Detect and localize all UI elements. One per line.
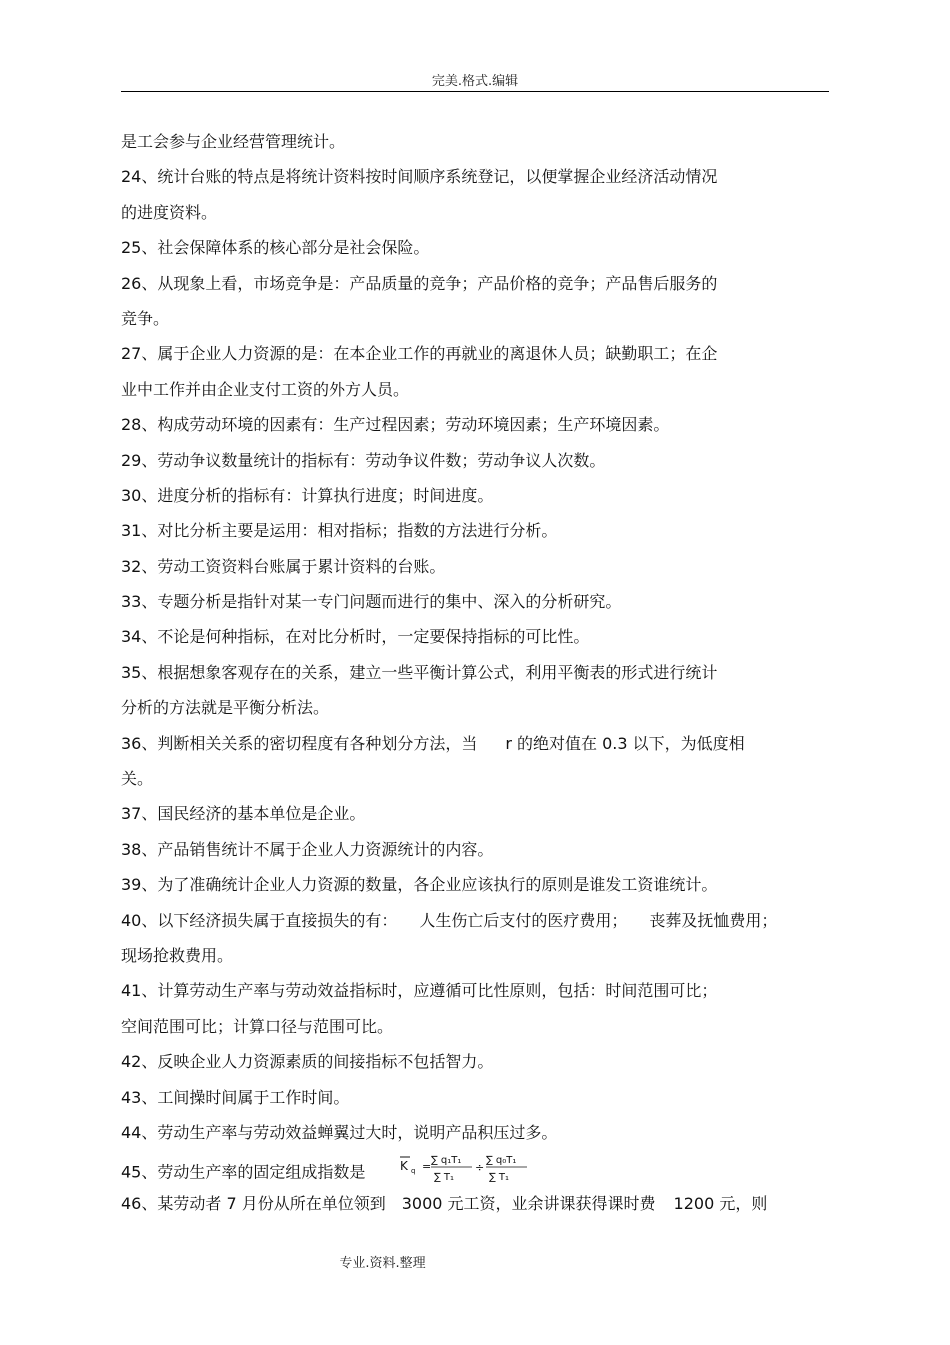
text-line: 27、属于企业人力资源的是：在本企业工作的再就业的离退休人员；缺勤职工；在企 [121,344,718,364]
svg-text:÷: ÷ [475,1161,485,1175]
text-line: 竞争。 [121,308,170,328]
text-line: 44、劳动生产率与劳动效益蝉翼过大时，说明产品积压过多。 [121,1122,558,1142]
text-line: 41、计算劳动生产率与劳动效益指标时，应遵循可比性原则，包括：时间范围可比； [121,981,718,1001]
text-line: 是工会参与企业经营管理统计。 [121,132,346,151]
text-line: 25、社会保障体系的核心部分是社会保险。 [121,238,430,258]
text-line: 39、为了准确统计企业人力资源的数量，各企业应该执行的原则是谁发工资谁统计。 [121,875,718,895]
text-line: 32、劳动工资资料台账属于累计资料的台账。 [121,556,446,576]
line-45-text: 45、劳动生产率的固定组成指数是 [121,1163,366,1183]
text-line-40 [121,903,833,938]
text-line: 38、产品销售统计不属于企业人力资源统计的内容。 [121,839,494,859]
formula-num-1: ∑ q₁T₁ [431,1155,462,1167]
text-line: 26、从现象上看，市场竞争是：产品质量的竞争；产品价格的竞争；产品售后服务的 [121,273,718,293]
line-46-part-c: 1200 元，则 [673,1193,768,1213]
line-40-part-b: 人生伤亡后支付的医疗费用； [419,910,628,930]
text-line: 分析的方法就是平衡分析法。 [121,698,330,718]
text-line: 关。 [121,769,154,789]
formula-lhs: K [400,1159,409,1174]
text-line: 的进度资料。 [121,202,218,222]
text-line: 31、对比分析主要是运用：相对指标；指数的方法进行分析。 [121,521,558,541]
line-40-part-a: 40、以下经济损失属于直接损失的有： [121,910,398,930]
line-36-part-a: 36、判断相关关系的密切程度有各种划分方法，当 [121,733,478,753]
text-line: 30、进度分析的指标有：计算执行进度；时间进度。 [121,485,494,505]
text-line: 现场抢救费用。 [121,945,234,965]
formula-den-2: ∑ T₁ [489,1172,510,1184]
text-line: 空间范围可比；计算口径与范围可比。 [121,1016,394,1036]
document-body [121,124,833,1221]
svg-text:=: = [422,1160,432,1174]
text-line-46 [121,1186,833,1221]
page-footer: 专业.资料.整理 [339,1256,426,1271]
line-40-part-c: 丧葬及抚恤费用； [649,910,778,930]
text-line: 业中工作并由企业支付工资的外方人员。 [121,379,410,399]
header-rule [121,91,829,92]
text-line: 34、不论是何种指标，在对比分析时，一定要保持指标的可比性。 [121,627,590,647]
text-line-36 [121,726,833,761]
formula-den-1: ∑ T₁ [434,1172,455,1184]
line-36-part-b: r 的绝对值在 0.3 以下，为低度相 [505,733,745,753]
text-line: 28、构成劳动环境的因素有：生产过程因素；劳动环境因素；生产环境因素。 [121,415,670,435]
text-line: 35、根据想象客观存在的关系，建立一些平衡计算公式，利用平衡表的形式进行统计 [121,662,718,682]
page-header: 完美.格式.编辑 [431,74,519,89]
text-line-45 [121,1150,833,1185]
formula-num-2: ∑ q₀T₁ [486,1155,517,1167]
text-line: 24、统计台账的特点是将统计资料按时间顺序系统登记，以便掌握企业经济活动情况 [121,167,718,187]
text-line: 42、反映企业人力资源素质的间接指标不包括智力。 [121,1052,494,1072]
text-line: 43、工间操时间属于工作时间。 [121,1087,350,1107]
line-46-part-a: 46、某劳动者 7 月份从所在单位领到 [121,1193,386,1213]
text-line: 37、国民经济的基本单位是企业。 [121,804,366,824]
line-46-part-b: 3000 元工资，业余讲课获得课时费 [401,1193,656,1213]
formula-lhs-sub: q [411,1167,416,1176]
text-line: 33、专题分析是指针对某一专门问题而进行的集中、深入的分析研究。 [121,592,622,612]
text-line: 29、劳动争议数量统计的指标有：劳动争议件数；劳动争议人次数。 [121,450,606,470]
